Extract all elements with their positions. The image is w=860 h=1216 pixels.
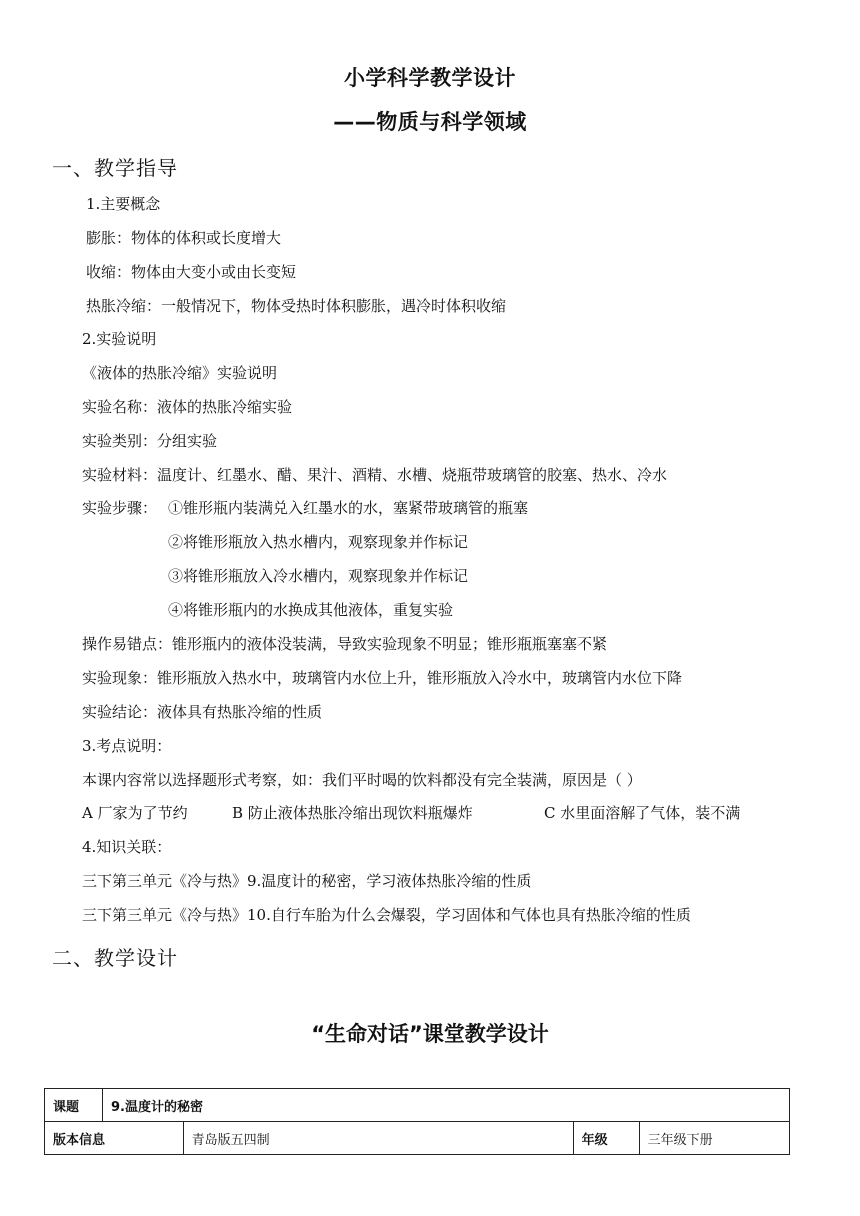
experiment-materials: 实验材料：温度计、红墨水、醋、果汁、酒精、水槽、烧瓶带玻璃管的胶塞、热水、冷水 — [82, 466, 668, 484]
experiment-step: ③将锥形瓶放入冷水槽内，观察现象并作标记 — [168, 567, 469, 585]
topic-label: 课题 — [45, 1089, 103, 1122]
experiment-pitfalls: 操作易错点：锥形瓶内的液体没装满，导致实验现象不明显；锥形瓶瓶塞塞不紧 — [82, 635, 608, 653]
edition-value: 青岛版五四制 — [183, 1122, 573, 1155]
grade-label: 年级 — [573, 1122, 639, 1155]
table-row — [45, 1089, 790, 1122]
concepts-heading: 1.主要概念 — [86, 195, 161, 213]
document-title: 小学科学教学设计 — [344, 66, 516, 90]
experiment-step: ④将锥形瓶内的水换成其他液体，重复实验 — [168, 601, 454, 619]
experiment-step: ①锥形瓶内装满兑入红墨水的水，塞紧带玻璃管的瓶塞 — [168, 499, 529, 517]
links-heading: 4.知识关联： — [82, 838, 172, 856]
exam-question: 本课内容常以选择题形式考察，如：我们平时喝的饮料都没有完全装满，原因是（ ） — [82, 771, 642, 789]
table-title: “生命对话”课堂教学设计 — [311, 1022, 549, 1046]
steps-label: 实验步骤： — [82, 499, 158, 517]
exam-option: C 水里面溶解了气体，装不满 — [544, 804, 741, 822]
grade-value: 三年级下册 — [639, 1122, 789, 1155]
concept-item: 膨胀：物体的体积或长度增大 — [86, 229, 282, 247]
experiment-heading: 2.实验说明 — [82, 330, 157, 348]
experiment-type: 实验类别：分组实验 — [82, 432, 218, 450]
exam-heading: 3.考点说明： — [82, 737, 172, 755]
experiment-conclusion: 实验结论：液体具有热胀冷缩的性质 — [82, 703, 323, 721]
edition-label: 版本信息 — [45, 1122, 184, 1155]
concept-item: 收缩：物体由大变小或由长变短 — [86, 263, 297, 281]
experiment-name: 实验名称：液体的热胀冷缩实验 — [82, 398, 293, 416]
section-heading-design: 二、教学设计 — [52, 946, 178, 970]
exam-option: B 防止液体热胀冷缩出现饮料瓶爆炸 — [232, 804, 473, 822]
concept-item: 热胀冷缩：一般情况下，物体受热时体积膨胀，遇冷时体积收缩 — [86, 297, 507, 315]
experiment-caption: 《液体的热胀冷缩》实验说明 — [82, 364, 278, 382]
document-subtitle: ——物质与科学领域 — [333, 110, 527, 134]
topic-value: 9.温度计的秘密 — [103, 1089, 790, 1122]
experiment-step: ②将锥形瓶放入热水槽内，观察现象并作标记 — [168, 533, 469, 551]
lesson-info-table — [44, 1088, 790, 1155]
experiment-step-row — [82, 498, 528, 518]
exam-option: A 厂家为了节约 — [82, 804, 188, 822]
table-row — [45, 1122, 790, 1155]
knowledge-link: 三下第三单元《冷与热》10.自行车胎为什么会爆裂，学习固体和气体也具有热胀冷缩的性质 — [82, 906, 691, 924]
experiment-phenomenon: 实验现象：锥形瓶放入热水中，玻璃管内水位上升，锥形瓶放入冷水中，玻璃管内水位下降 — [82, 669, 683, 687]
section-heading-guidance: 一、教学指导 — [52, 156, 178, 180]
knowledge-link: 三下第三单元《冷与热》9.温度计的秘密，学习液体热胀冷缩的性质 — [82, 872, 532, 890]
